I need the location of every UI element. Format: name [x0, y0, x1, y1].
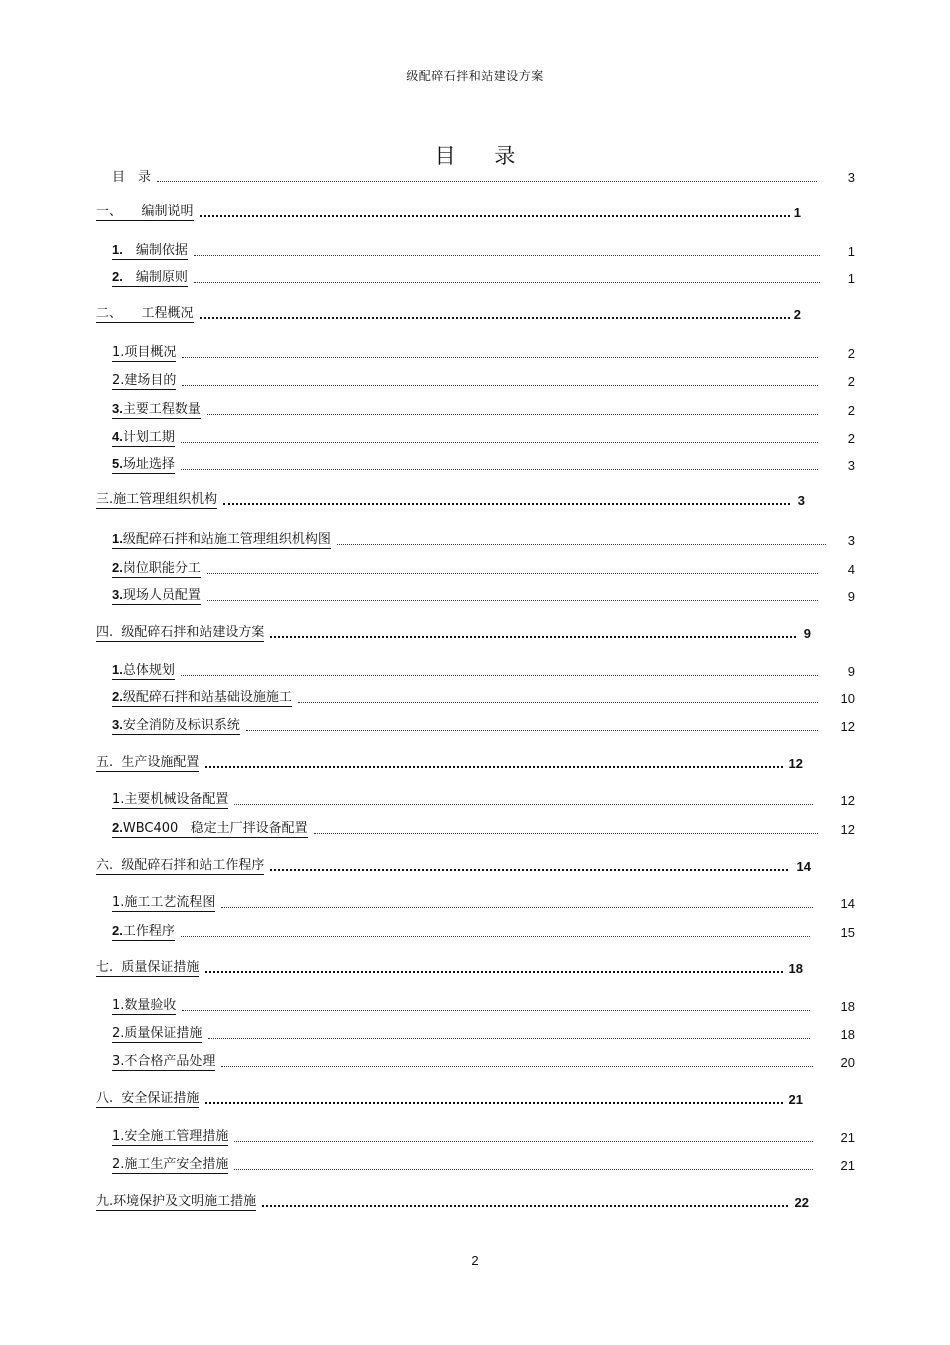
toc-entry-label	[96, 858, 264, 875]
toc-entry-text: 2.质量保证措施	[112, 1026, 203, 1041]
toc-page-number: 2	[847, 374, 855, 389]
toc-entry[interactable]	[112, 717, 818, 735]
toc-entry-text: 六. 级配碎石拌和站工作程序	[96, 858, 265, 873]
toc-entry-label	[112, 587, 201, 605]
toc-entry[interactable]	[96, 491, 790, 509]
toc-entry[interactable]	[112, 689, 818, 707]
toc-entry-label	[96, 204, 194, 221]
toc-leader-dots	[182, 1010, 810, 1011]
toc-entry-text: 工作程序	[122, 924, 175, 939]
toc-entry-label	[112, 345, 176, 362]
toc-entry-text: 岗位职能分工	[122, 561, 201, 576]
toc-leader-dots	[200, 215, 790, 217]
toc-entry-number: 2.	[112, 923, 123, 938]
toc-entry[interactable]	[112, 269, 820, 287]
toc-page-number: 3	[847, 458, 855, 473]
toc-entry-text: 一、 编制说明	[96, 204, 194, 219]
toc-entry-text: 主要工程数量	[122, 402, 201, 417]
toc-entry-text: 1.施工工艺流程图	[112, 895, 216, 910]
toc-page-number: 18	[840, 999, 855, 1014]
toc-page-number: 21	[840, 1158, 855, 1173]
toc-entry[interactable]	[112, 1128, 813, 1146]
toc-page-number: 2	[847, 346, 855, 361]
toc-entry[interactable]	[112, 429, 818, 447]
toc-page-number: 21	[840, 1130, 855, 1145]
toc-leader-dots	[223, 503, 790, 505]
toc-page-number: 9	[847, 589, 855, 604]
toc-entry-number: 3.	[112, 717, 123, 732]
toc-entry-label	[96, 1091, 199, 1108]
toc-entry[interactable]	[112, 560, 818, 578]
toc-entry[interactable]	[96, 1193, 788, 1211]
toc-leader-dots	[246, 730, 818, 731]
toc-entry[interactable]	[96, 857, 788, 875]
toc-entry[interactable]	[96, 1090, 783, 1108]
toc-entry[interactable]	[112, 401, 818, 419]
toc-entry-label	[112, 1026, 202, 1043]
toc-entry-text: 现场人员配置	[122, 588, 201, 603]
toc-entry-label	[112, 820, 308, 838]
toc-entry-label	[112, 560, 201, 578]
page-number: 2	[471, 1253, 479, 1268]
toc-entry-label	[112, 1157, 228, 1174]
toc-entry-number: 3.	[112, 587, 123, 602]
toc-entry[interactable]	[112, 820, 818, 838]
toc-page-number: 20	[840, 1055, 855, 1070]
toc-leader-dots	[205, 766, 783, 768]
toc-leader-dots	[182, 357, 818, 358]
toc-entry-number: 2.	[112, 560, 123, 575]
toc-page-number: 1	[847, 271, 855, 286]
toc-leader-dots	[157, 181, 817, 182]
toc-entry-label	[112, 429, 175, 447]
toc-page-number: 9	[847, 664, 855, 679]
toc-entry-label	[96, 625, 264, 642]
toc-entry[interactable]	[112, 531, 826, 549]
toc-entry[interactable]	[112, 997, 810, 1015]
toc-page-number: 10	[840, 691, 855, 706]
toc-page-number: 4	[847, 562, 855, 577]
toc-entry[interactable]	[112, 372, 818, 390]
toc-entry-label	[112, 717, 240, 735]
toc-entry-label	[112, 401, 201, 419]
toc-leader-dots	[234, 804, 813, 805]
toc-page-number: 3	[847, 533, 855, 548]
toc-entry-label	[112, 1129, 228, 1146]
toc-entry[interactable]	[96, 754, 783, 772]
toc-entry-label	[96, 960, 199, 977]
toc-entry-label	[112, 998, 176, 1015]
toc-entry-label	[112, 895, 215, 912]
toc-entry-label	[96, 306, 194, 323]
toc-entry[interactable]	[96, 624, 796, 642]
toc-leader-dots	[200, 317, 790, 319]
toc-entry[interactable]	[96, 203, 790, 221]
toc-entry-number: 2.	[112, 689, 123, 704]
toc-page-number: 15	[840, 925, 855, 940]
toc-entry-text: 七. 质量保证措施	[96, 960, 200, 975]
toc-leader-dots	[270, 869, 788, 871]
toc-entry[interactable]	[112, 1156, 813, 1174]
toc-entry-label	[112, 1054, 215, 1071]
toc-leader-dots	[234, 1169, 813, 1170]
toc-page-number: 21	[788, 1092, 803, 1107]
toc-leader-dots	[182, 385, 818, 386]
toc-entry-text: 级配碎石拌和站施工管理组织机构图	[122, 532, 331, 547]
toc-entry-label	[112, 373, 176, 390]
toc-leader-dots	[262, 1205, 788, 1207]
toc-entry-text: 五. 生产设施配置	[96, 755, 200, 770]
toc-entry-text: 1.主要机械设备配置	[112, 792, 229, 807]
toc-leader-dots	[270, 636, 796, 638]
toc-entry-number: 1.	[112, 531, 123, 546]
toc-leader-dots	[181, 442, 818, 443]
toc-entry[interactable]	[112, 344, 818, 362]
toc-entry-label	[112, 923, 175, 941]
toc-entry-text: 编制依据	[122, 243, 188, 258]
toc-entry[interactable]	[112, 662, 818, 680]
toc-entry-text: 三.施工管理组织机构	[96, 492, 218, 507]
toc-entry-label	[96, 492, 217, 509]
toc-entry[interactable]	[112, 894, 813, 912]
toc-entry-text: 总体规划	[122, 663, 175, 678]
toc-entry-text: 九.环境保护及文明施工措施	[96, 1194, 257, 1209]
toc-entry-number: 2.	[112, 820, 123, 835]
toc-leader-dots	[181, 469, 818, 470]
toc-page-number: 12	[840, 719, 855, 734]
toc-page-number: 3	[847, 170, 855, 185]
toc-entry[interactable]	[112, 1025, 810, 1043]
toc-entry[interactable]	[96, 959, 783, 977]
toc-entry-text: 四. 级配碎石拌和站建设方案	[96, 625, 265, 640]
toc-entry-text: 2.施工生产安全措施	[112, 1157, 229, 1172]
toc-page-number: 2	[793, 307, 801, 322]
toc-entry[interactable]	[112, 587, 818, 605]
toc-entry-number: 2.	[112, 269, 123, 284]
toc-leader-dots	[205, 1102, 783, 1104]
toc-entry-label	[96, 1194, 256, 1211]
toc-entry-label	[112, 689, 292, 707]
toc-leader-dots	[208, 1038, 810, 1039]
toc-entry-text: 八. 安全保证措施	[96, 1091, 200, 1106]
toc-entry-number: 5.	[112, 456, 123, 471]
toc-leader-dots	[181, 936, 810, 937]
toc-title: 目 录	[434, 144, 532, 168]
toc-leader-dots	[221, 907, 813, 908]
toc-entry-text: 编制原则	[122, 270, 188, 285]
toc-leader-dots	[337, 544, 826, 545]
toc-entry[interactable]	[112, 791, 813, 809]
toc-entry-number: 1.	[112, 662, 123, 677]
toc-entry[interactable]	[96, 305, 790, 323]
toc-page-number: 12	[788, 756, 803, 771]
toc-page-number: 18	[840, 1027, 855, 1042]
toc-page-number: 1	[847, 244, 855, 259]
toc-entry[interactable]	[112, 168, 817, 186]
toc-page-number: 2	[847, 431, 855, 446]
toc-entry-text: 1.安全施工管理措施	[112, 1129, 229, 1144]
toc-page-number: 12	[840, 793, 855, 808]
toc-entry-text: 级配碎石拌和站基础设施施工	[122, 690, 292, 705]
running-header: 级配碎石拌和站建设方案	[406, 69, 544, 83]
toc-page-number: 14	[796, 859, 811, 874]
toc-entry-text: 1.项目概况	[112, 345, 177, 360]
toc-entry-number: 3.	[112, 401, 123, 416]
toc-page-number: 22	[794, 1195, 809, 1210]
toc-entry-text: 场址选择	[122, 457, 175, 472]
toc-entry-number: 1.	[112, 242, 123, 257]
toc-page-number: 1	[793, 205, 801, 220]
toc-entry-text: 安全消防及标识系统	[122, 718, 240, 733]
toc-entry-text: 2.建场目的	[112, 373, 177, 388]
toc-leader-dots	[207, 573, 818, 574]
toc-page-number: 9	[803, 626, 811, 641]
toc-leader-dots	[181, 675, 818, 676]
toc-leader-dots	[207, 414, 818, 415]
toc-entry[interactable]	[112, 923, 810, 941]
toc-entry-label	[96, 755, 199, 772]
toc-leader-dots	[314, 833, 818, 834]
toc-leader-dots	[234, 1141, 813, 1142]
toc-entry-text: 二、 工程概况	[96, 306, 194, 321]
toc-entry-label	[112, 170, 151, 186]
toc-entry[interactable]	[112, 1053, 813, 1071]
toc-entry-text: 3.不合格产品处理	[112, 1054, 216, 1069]
toc-leader-dots	[194, 255, 820, 256]
toc-entry-label	[112, 242, 188, 260]
toc-entry-text: 目 录	[112, 170, 152, 185]
toc-entry-text: WBC400 稳定土厂拌设备配置	[122, 821, 308, 836]
toc-entry-label	[112, 456, 175, 474]
toc-page-number: 18	[788, 961, 803, 976]
toc-entry[interactable]	[112, 456, 818, 474]
toc-entry-label	[112, 269, 188, 287]
toc-entry-label	[112, 531, 331, 549]
toc-page-number: 3	[797, 493, 805, 508]
toc-entry[interactable]	[112, 242, 820, 260]
toc-entry-number: 4.	[112, 429, 123, 444]
toc-page-number: 14	[840, 896, 855, 911]
toc-entry-text: 1.数量验收	[112, 998, 177, 1013]
toc-leader-dots	[205, 971, 783, 973]
toc-leader-dots	[194, 282, 820, 283]
toc-leader-dots	[298, 702, 818, 703]
toc-entry-label	[112, 792, 228, 809]
toc-leader-dots	[221, 1066, 813, 1067]
toc-page-number: 2	[847, 403, 855, 418]
toc-entry-label	[112, 662, 175, 680]
toc-leader-dots	[207, 600, 818, 601]
toc-entry-text: 计划工期	[122, 430, 175, 445]
toc-page-number: 12	[840, 822, 855, 837]
